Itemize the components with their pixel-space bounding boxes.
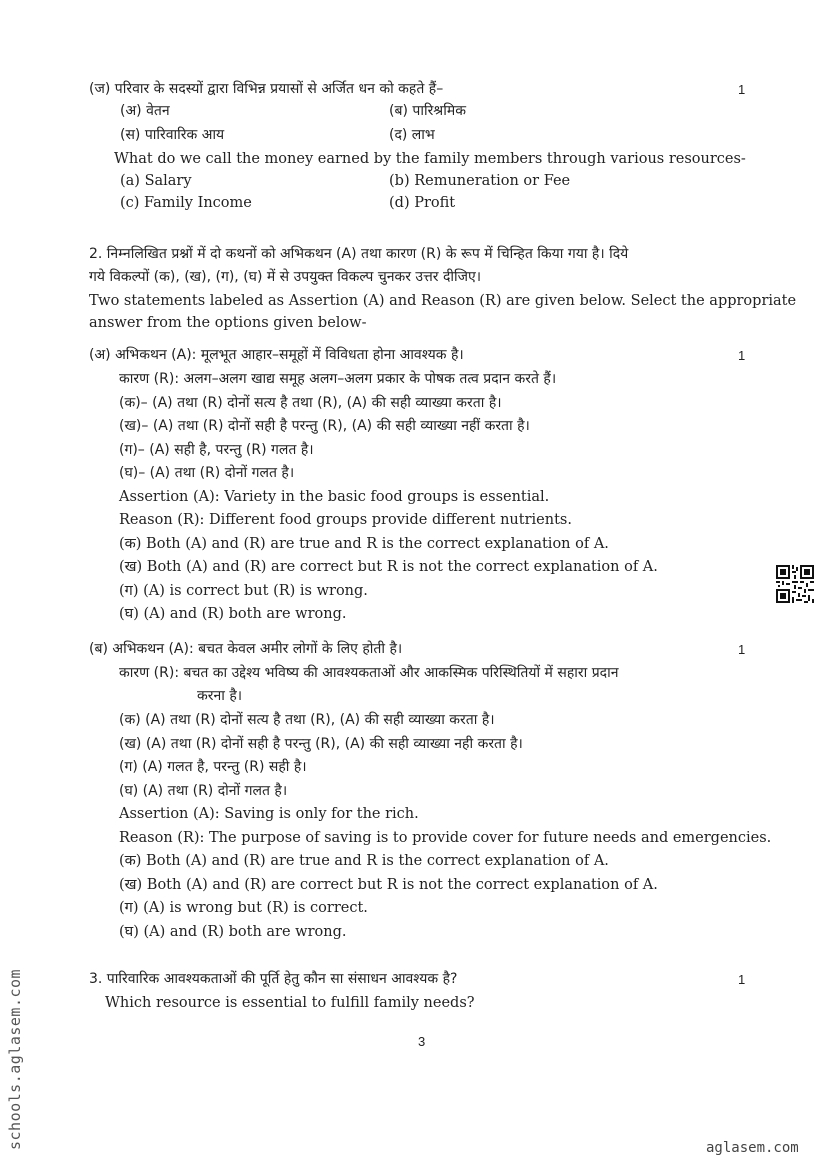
qr-code-icon xyxy=(776,565,814,603)
q2b-english-option-2: (ख) Both (A) and (R) are correct but R is not the correct explanation of A. xyxy=(119,877,658,893)
q1j-hindi-option-a: (अ) वेतन xyxy=(120,103,170,119)
watermark-left: schools.aglasem.com xyxy=(6,968,24,1150)
q2b-hindi-option-1: (क) (A) तथा (R) दोनों सत्य है तथा (R), (A) की सही व्याख्या करता है। xyxy=(119,712,495,728)
q1j-hindi-option-c: (स) पारिवारिक आय xyxy=(120,127,225,143)
q3-english-question: Which resource is essential to fulfill family needs? xyxy=(105,995,475,1011)
q2a-marks: 1 xyxy=(738,348,746,363)
q2a-english-option-4: (घ) (A) and (R) both are wrong. xyxy=(119,606,347,622)
q2b-english-option-1: (क) Both (A) and (R) are true and R is the correct explanation of A. xyxy=(119,853,609,869)
q2a-english-option-2: (ख) Both (A) and (R) are correct but R is not the correct explanation of A. xyxy=(119,559,658,575)
q2a-english-reason: Reason (R): Different food groups provide different nutrients. xyxy=(119,512,572,528)
q2b-hindi-option-2: (ख) (A) तथा (R) दोनों सही है परन्तु (R), (A) की सही व्याख्या नही करता है। xyxy=(119,736,523,752)
q2-english-instruction-line2: answer from the options given below- xyxy=(89,315,367,331)
q2a-english-option-1: (क) Both (A) and (R) are true and R is the correct explanation of A. xyxy=(119,536,609,552)
q2b-hindi-option-4: (घ) (A) तथा (R) दोनों गलत है। xyxy=(119,783,288,799)
page-number: 3 xyxy=(418,1034,426,1049)
q2a-hindi-assertion: (अ) अभिकथन (A): मूलभूत आहार–समूहों में विविधता होना आवश्यक है। xyxy=(89,347,464,363)
q1j-hindi-option-b: (ब) पारिश्रमिक xyxy=(389,103,466,119)
q1j-english-option-a: (a) Salary xyxy=(120,173,192,189)
q3-hindi-question: 3. पारिवारिक आवश्यकताओं की पूर्ति हेतु कौन सा संसाधन आवश्यक है? xyxy=(89,971,458,987)
q2b-hindi-option-3: (ग) (A) गलत है, परन्तु (R) सही है। xyxy=(119,759,307,775)
q1j-hindi-option-d: (द) लाभ xyxy=(389,127,435,143)
q2-hindi-instruction-line2: गये विकल्पों (क), (ख), (ग), (घ) में से उपयुक्त विकल्प चुनकर उत्तर दीजिए। xyxy=(89,269,482,285)
q2b-hindi-reason-line1: कारण (R): बचत का उद्देश्य भविष्य की आवश्यकताओं और आकस्मिक परिस्थितियों में सहारा प्रदान xyxy=(119,665,619,681)
q2b-english-option-4: (घ) (A) and (R) both are wrong. xyxy=(119,924,347,940)
q1j-english-option-b: (b) Remuneration or Fee xyxy=(389,173,571,189)
q2b-hindi-reason-line2: करना है। xyxy=(197,688,243,704)
q2a-hindi-reason: कारण (R): अलग–अलग खाद्य समूह अलग–अलग प्रकार के पोषक तत्व प्रदान करते हैं। xyxy=(119,371,557,387)
q2b-english-reason: Reason (R): The purpose of saving is to provide cover for future needs and emergencies. xyxy=(119,830,772,846)
watermark-bottom-right: aglasem.com xyxy=(706,1140,799,1156)
q2a-hindi-option-1: (क)– (A) तथा (R) दोनों सत्य है तथा (R), (A) की सही व्याख्या करता है। xyxy=(119,395,502,411)
q2-english-instruction-line1: Two statements labeled as Assertion (A) and Reason (R) are given below. Select the appropriate xyxy=(89,293,797,309)
q1j-english-question: What do we call the money earned by the family members through various resources- xyxy=(114,151,746,167)
q3-marks: 1 xyxy=(738,972,746,987)
q2b-marks: 1 xyxy=(738,642,746,657)
q1j-english-option-c: (c) Family Income xyxy=(120,195,252,211)
q1j-hindi-question: (ज) परिवार के सदस्यों द्वारा विभिन्न प्रयासों से अर्जित धन को कहते हैं– xyxy=(89,81,444,97)
q1j-english-option-d: (d) Profit xyxy=(389,195,456,211)
q2b-hindi-assertion: (ब) अभिकथन (A): बचत केवल अमीर लोगों के लिए होती है। xyxy=(89,641,403,657)
q2a-hindi-option-2: (ख)– (A) तथा (R) दोनों सही है परन्तु (R), (A) की सही व्याख्या नहीं करता है। xyxy=(119,418,530,434)
q2a-english-assertion: Assertion (A): Variety in the basic food groups is essential. xyxy=(119,489,550,505)
q2b-english-option-3: (ग) (A) is wrong but (R) is correct. xyxy=(119,900,368,916)
q2a-english-option-3: (ग) (A) is correct but (R) is wrong. xyxy=(119,583,368,599)
q2a-hindi-option-3: (ग)– (A) सही है, परन्तु (R) गलत है। xyxy=(119,442,314,458)
q2a-hindi-option-4: (घ)– (A) तथा (R) दोनों गलत है। xyxy=(119,465,295,481)
q1j-marks: 1 xyxy=(738,82,746,97)
q2-hindi-instruction-line1: 2. निम्नलिखित प्रश्नों में दो कथनों को अभिकथन (A) तथा कारण (R) के रूप में चिन्हित किया गया है। दिये xyxy=(89,246,629,262)
q2b-english-assertion: Assertion (A): Saving is only for the rich. xyxy=(119,806,419,822)
